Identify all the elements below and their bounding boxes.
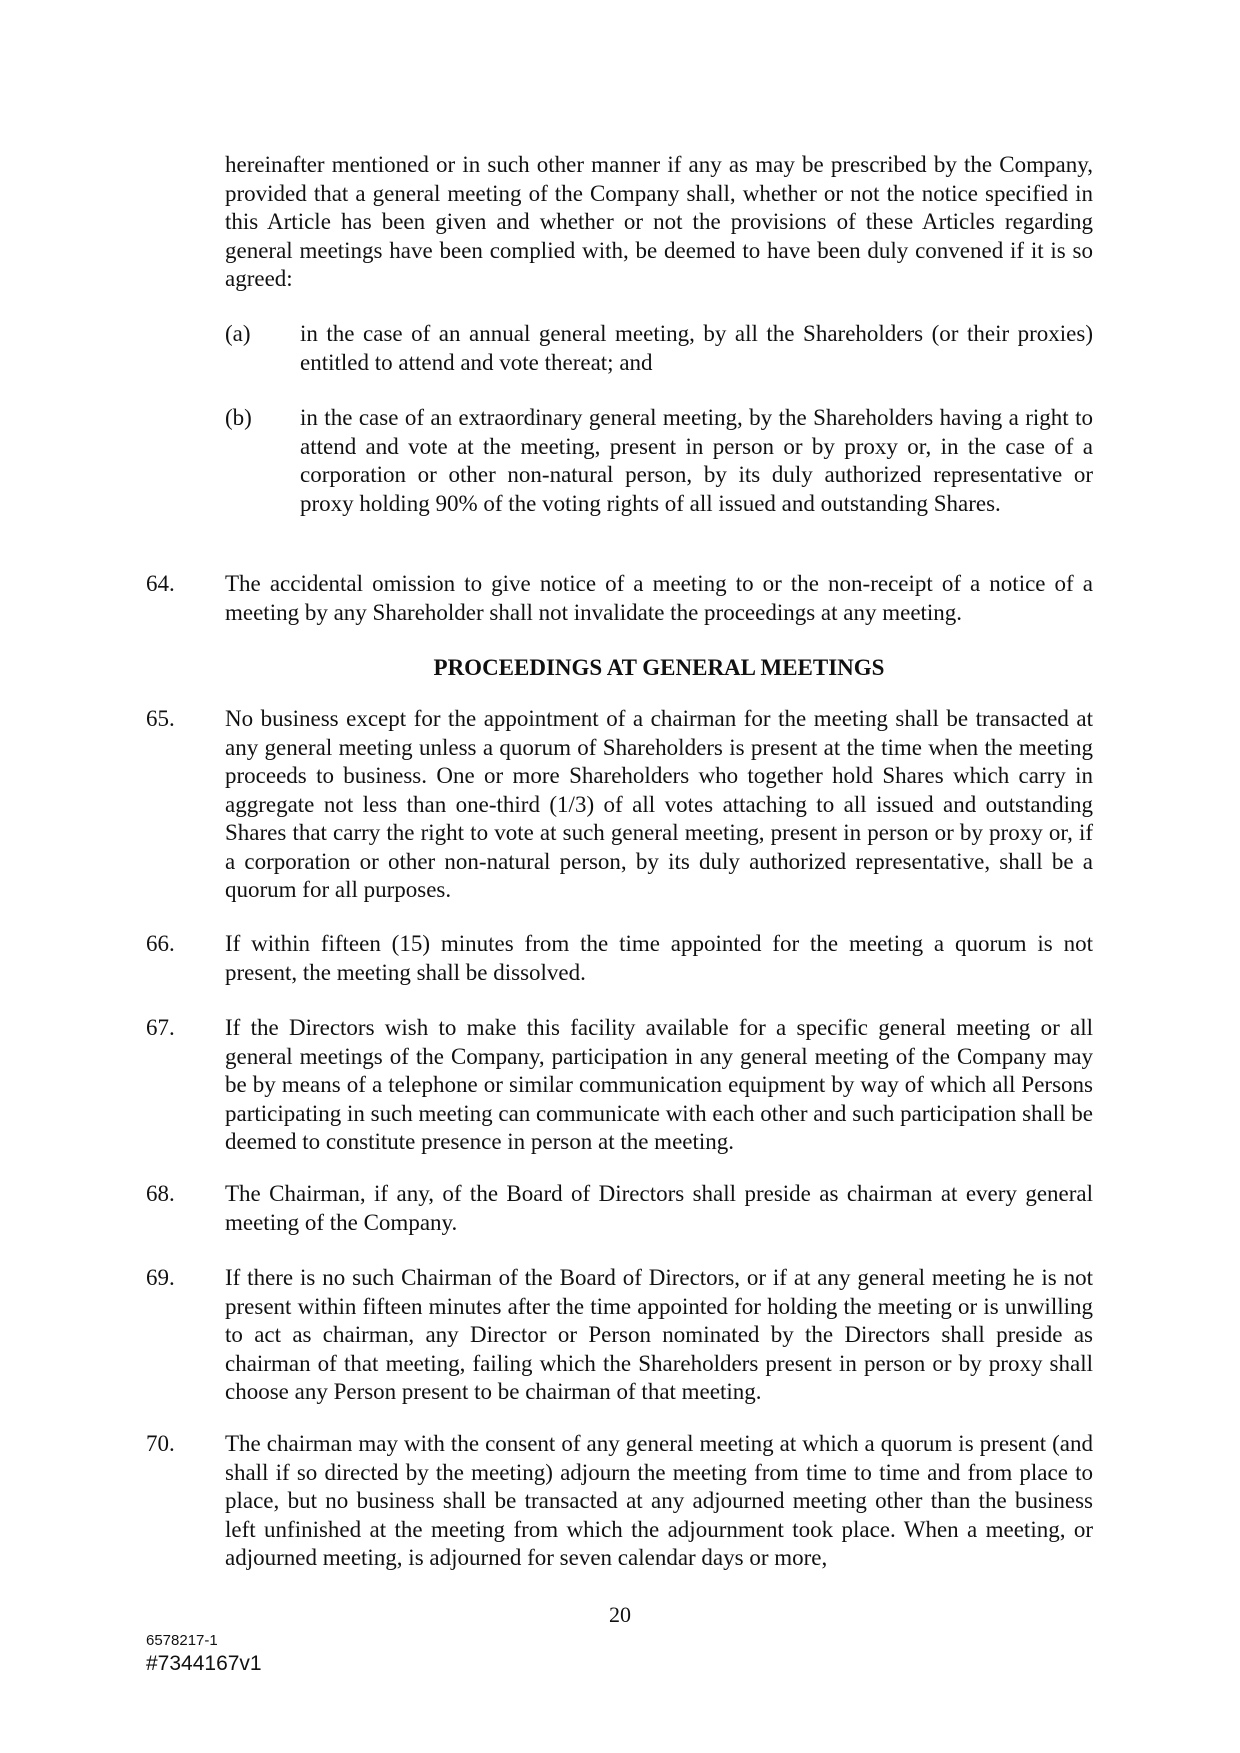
document-version: #7344167v1: [146, 1652, 262, 1675]
article-text: If the Directors wish to make this facility available for a specific general meeting or all general meetings of the Company, participation in any general meeting of the Company may be by means of a telephone or similar communication equipment by way of which all Persons participating in such meeting can communicate with each other and such participation shall be deemed to constitute presence in person at the meeting.: [225, 1015, 1093, 1154]
article-text: If there is no such Chairman of the Board of Directors, or if at any general meeting he is not present within fifteen minutes after the time appointed for holding the meeting or is unwilling to act as chairman, any Director or Person nominated by the Directors shall preside as chairman of that meeting, failing which the Shareholders present in person or by proxy shall choose any Person present to be chairman of that meeting.: [225, 1265, 1093, 1404]
article-number: 65.: [146, 706, 175, 731]
intro-paragraph: hereinafter mentioned or in such other manner if any as may be prescribed by the Company, provided that a general meeting of the Company shall, whether or not the notice specified in this Article has been given and whether or not the provisions of these Articles regarding general meetings have been complied with, be deemed to have been duly convened if it is so agreed:: [225, 152, 1093, 291]
section-heading: PROCEEDINGS AT GENERAL MEETINGS: [433, 655, 885, 680]
article-text: The Chairman, if any, of the Board of Directors shall preside as chairman at every general meeting of the Company.: [225, 1181, 1093, 1235]
article-text: The accidental omission to give notice of a meeting to or the non-receipt of a notice of a meeting by any Shareholder shall not invalidate the proceedings at any meeting.: [225, 571, 1093, 625]
article-number: 69.: [146, 1265, 175, 1290]
sub-item-text: in the case of an annual general meeting, by all the Shareholders (or their proxies) entitled to attend and vote thereat; and: [300, 321, 1093, 375]
article-number: 68.: [146, 1181, 175, 1206]
article-text: No business except for the appointment of a chairman for the meeting shall be transacted at any general meeting unless a quorum of Shareholders is present at the time when the meeting proceeds to business. One or more Shareholders who together hold Shares which carry in aggregate not less than one-third (1/3) of all votes attaching to all issued and outstanding Shares that carry the right to vote at such general meeting, present in person or by proxy or, if a corporation or other non-natural person, by its duly authorized representative, shall be a quorum for all purposes.: [225, 706, 1093, 902]
article-number: 70.: [146, 1431, 175, 1456]
document-reference: 6578217-1: [146, 1632, 218, 1649]
sub-item-label: (b): [225, 405, 252, 430]
sub-item-text: in the case of an extraordinary general meeting, by the Shareholders having a right to attend and vote at the meeting, present in person or by proxy or, in the case of a corporation or other non-natural person, by its duly authorized representative or proxy holding 90% of the voting rights of all issued and outstanding Shares.: [300, 405, 1093, 516]
article-number: 64.: [146, 571, 175, 596]
article-text: If within fifteen (15) minutes from the time appointed for the meeting a quorum is not present, the meeting shall be dissolved.: [225, 931, 1093, 985]
article-text: The chairman may with the consent of any general meeting at which a quorum is present (and shall if so directed by the meeting) adjourn the meeting from time to time and from place to place, but no business shall be transacted at any adjourned meeting other than the business left unfinished at the meeting from which the adjournment took place. When a meeting, or adjourned meeting, is adjourned for seven calendar days or more,: [225, 1431, 1093, 1570]
article-number: 66.: [146, 931, 175, 956]
sub-item-label: (a): [225, 321, 251, 346]
page-number: 20: [609, 1602, 631, 1627]
article-number: 67.: [146, 1015, 175, 1040]
